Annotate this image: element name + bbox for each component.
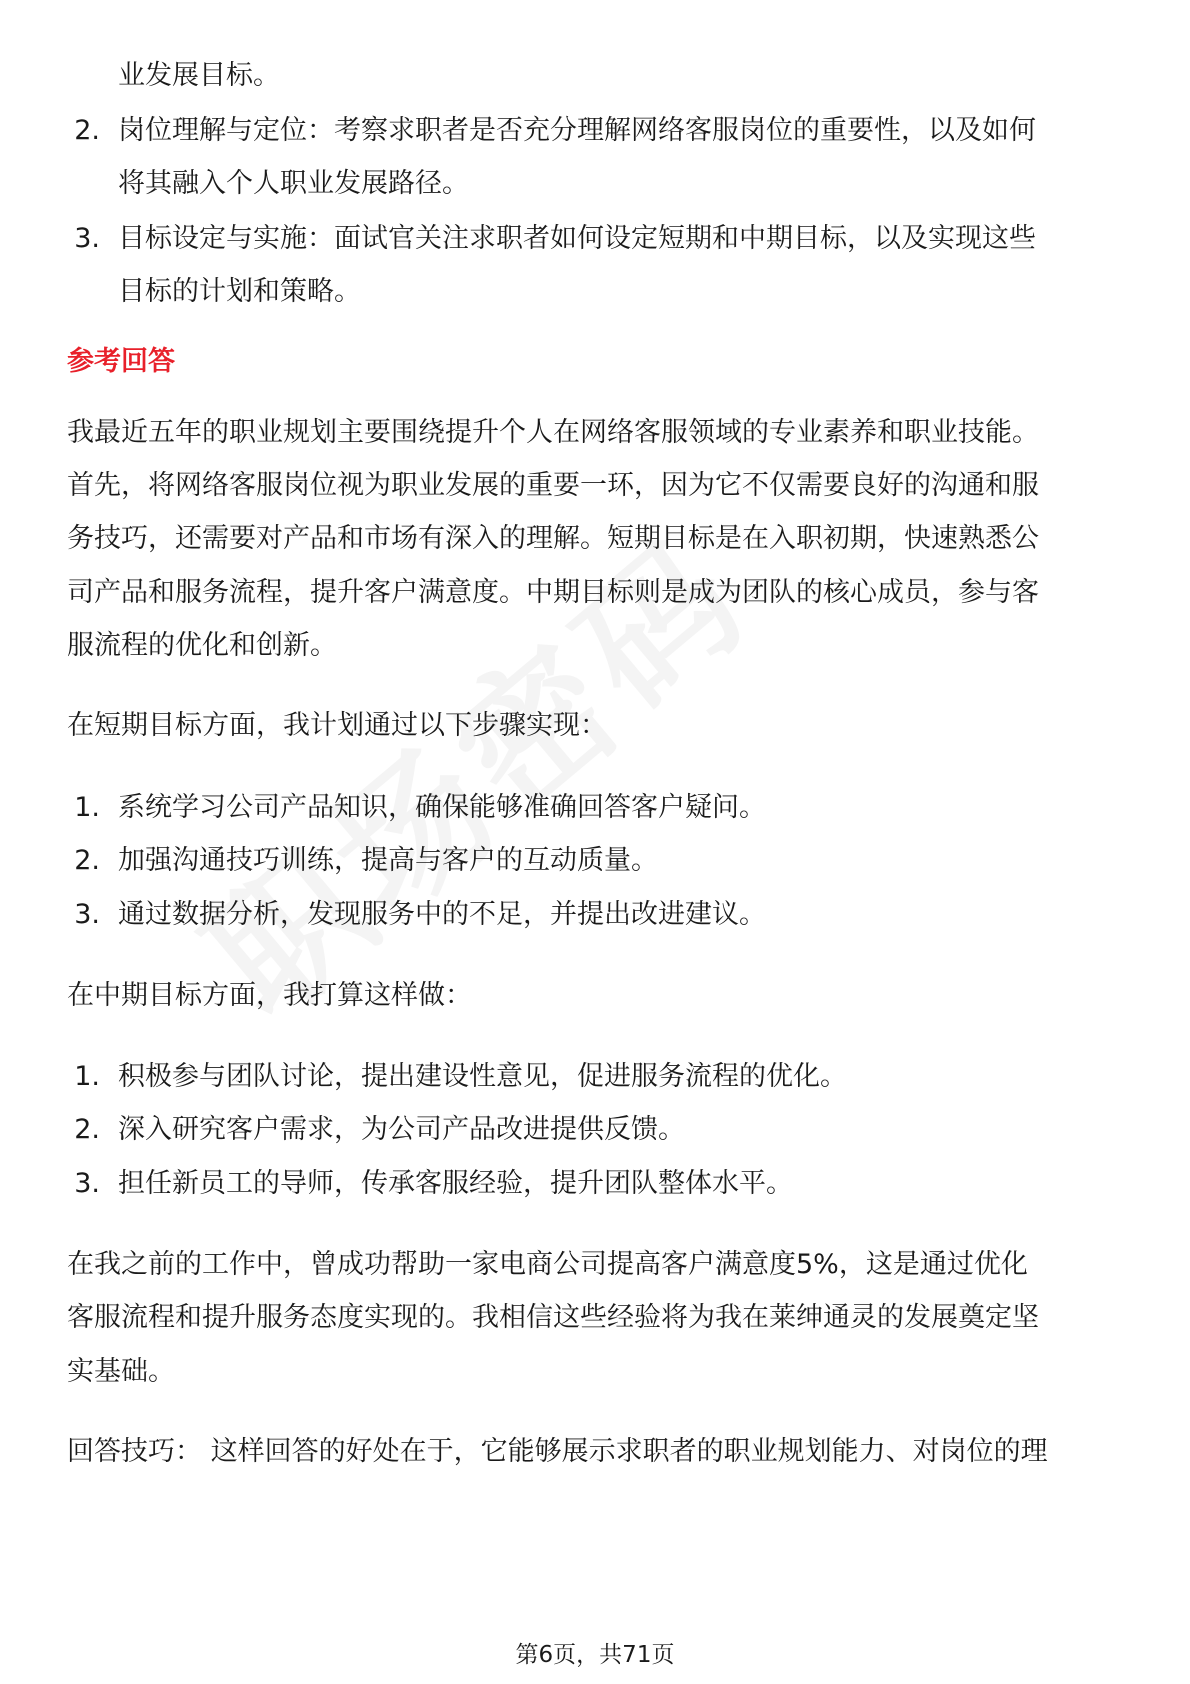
paragraph-line: 客服流程和提升服务态度实现的。我相信这些经验将为我在莱绅通灵的发展奠定坚	[67, 1302, 1039, 1333]
list-item: 深入研究客户需求，为公司产品改进提供反馈。	[118, 1114, 685, 1145]
list-item: 积极参与团队讨论，提出建设性意见，促进服务流程的优化。	[118, 1061, 847, 1092]
list-item-number: 2.	[74, 115, 100, 146]
list-continuation: 业发展目标。	[118, 60, 280, 91]
list-item-number: 3.	[74, 223, 100, 254]
list-item-line: 目标设定与实施：面试官关注求职者如何设定短期和中期目标，以及实现这些	[118, 223, 1036, 254]
paragraph-line: 服流程的优化和创新。	[67, 630, 337, 661]
mid-term-intro: 在中期目标方面，我打算这样做：	[67, 980, 472, 1011]
list-item: 加强沟通技巧训练，提高与客户的互动质量。	[118, 845, 658, 876]
list-item-number: 2.	[74, 1114, 100, 1145]
list-item-line: 岗位理解与定位：考察求职者是否充分理解网络客服岗位的重要性，以及如何	[118, 115, 1036, 146]
list-item-number: 2.	[74, 845, 100, 876]
list-item-number: 3.	[74, 1168, 100, 1199]
list-item: 担任新员工的导师，传承客服经验，提升团队整体水平。	[118, 1168, 793, 1199]
list-item-number: 1.	[74, 1061, 100, 1092]
page-number: 第6页，共71页	[515, 1642, 675, 1668]
list-item-line: 将其融入个人职业发展路径。	[118, 168, 469, 199]
watermark	[155, 480, 784, 1057]
paragraph-line: 首先，将网络客服岗位视为职业发展的重要一环，因为它不仅需要良好的沟通和服	[67, 470, 1039, 501]
paragraph-line: 务技巧，还需要对产品和市场有深入的理解。短期目标是在入职初期，快速熟悉公	[67, 523, 1039, 554]
list-item-number: 3.	[74, 899, 100, 930]
list-item-number: 1.	[74, 792, 100, 823]
paragraph-line: 在我之前的工作中，曾成功帮助一家电商公司提高客户满意度5%，这是通过优化	[67, 1249, 1028, 1280]
short-term-intro: 在短期目标方面，我计划通过以下步骤实现：	[67, 710, 607, 741]
list-item: 系统学习公司产品知识，确保能够准确回答客户疑问。	[118, 792, 766, 823]
paragraph-line: 司产品和服务流程，提升客户满意度。中期目标则是成为团队的核心成员，参与客	[67, 577, 1039, 608]
list-item: 通过数据分析，发现服务中的不足，并提出改进建议。	[118, 899, 766, 930]
paragraph-line: 我最近五年的职业规划主要围绕提升个人在网络客服领域的专业素养和职业技能。	[67, 417, 1039, 448]
paragraph-line: 实基础。	[67, 1356, 175, 1387]
answer-tips: 回答技巧： 这样回答的好处在于，它能够展示求职者的职业规划能力、对岗位的理	[67, 1436, 1048, 1467]
section-heading: 参考回答	[67, 346, 175, 377]
list-item-line: 目标的计划和策略。	[118, 276, 361, 307]
